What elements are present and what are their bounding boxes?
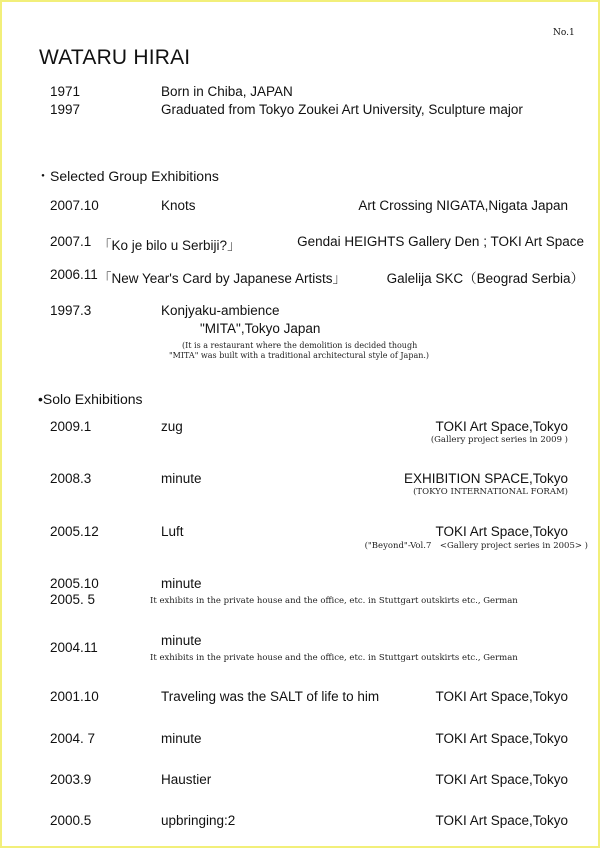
solo-note: ("Beyond"-Vol.7 <Gallery project series in 2005> ) xyxy=(364,541,588,551)
page-number: No.1 xyxy=(553,28,575,38)
solo-venue: TOKI Art Space,Tokyo xyxy=(435,772,568,787)
group-venue: Galelija SKC（Beograd Serbia） xyxy=(386,271,584,286)
solo-title: zug xyxy=(161,419,183,434)
solo-date: 2000.5 xyxy=(50,813,92,828)
solo-venue: TOKI Art Space,Tokyo xyxy=(435,419,568,434)
solo-note: It exhibits in the private house and the office, etc. in Stuttgart outskirts etc., German xyxy=(150,596,518,606)
group-title: Konjyaku-ambience xyxy=(161,303,280,318)
solo-date: 2004.11 xyxy=(50,640,98,655)
solo-note: It exhibits in the private house and the office, etc. in Stuttgart outskirts etc., German xyxy=(150,653,518,663)
group-date: 2007.10 xyxy=(50,198,99,213)
solo-exhibitions-heading: •Solo Exhibitions xyxy=(38,391,143,407)
solo-title: Luft xyxy=(161,524,184,539)
solo-note: (TOKYO INTERNATIONAL FORAM) xyxy=(413,487,568,497)
solo-note: (Gallery project series in 2009 ) xyxy=(430,435,568,445)
group-date: 2007.1 xyxy=(50,234,92,249)
solo-date: 2009.1 xyxy=(50,419,92,434)
solo-title: minute xyxy=(161,471,202,486)
group-venue: "MITA",Tokyo Japan xyxy=(200,321,321,336)
solo-title: upbringing:2 xyxy=(161,813,236,828)
solo-venue: TOKI Art Space,Tokyo xyxy=(435,524,568,539)
group-date: 2006.11 xyxy=(50,267,98,282)
solo-date: 2003.9 xyxy=(50,772,92,787)
artist-name: WATARU HIRAI xyxy=(39,46,191,69)
group-venue: Art Crossing NIGATA,Nigata Japan xyxy=(358,198,568,213)
bio-year: 1971 xyxy=(50,84,81,99)
group-title: 「Ko je bilo u Serbiji?」 xyxy=(98,238,241,253)
group-exhibitions-heading: ・Selected Group Exhibitions xyxy=(36,168,219,184)
group-title: Knots xyxy=(161,198,196,213)
bio-text: Born in Chiba, JAPAN xyxy=(161,84,293,99)
solo-title: minute xyxy=(161,731,202,746)
solo-title: minute xyxy=(161,576,202,591)
solo-date: 2005.12 xyxy=(50,524,99,539)
bio-year: 1997 xyxy=(50,102,81,117)
solo-venue: TOKI Art Space,Tokyo xyxy=(435,813,568,828)
solo-venue: TOKI Art Space,Tokyo xyxy=(435,731,568,746)
solo-title: Traveling was the SALT of life to him xyxy=(161,689,380,704)
group-title: 「New Year's Card by Japanese Artists」 xyxy=(98,271,346,286)
solo-date: 2004. 7 xyxy=(50,731,96,746)
group-venue: Gendai HEIGHTS Gallery Den ; TOKI Art Space xyxy=(297,234,584,249)
solo-date: 2001.10 xyxy=(50,689,99,704)
group-date: 1997.3 xyxy=(50,303,92,318)
group-note: "MITA" was built with a traditional architectural style of Japan.) xyxy=(169,351,430,360)
group-note: (It is a restaurant where the demolition is decided though xyxy=(182,341,418,350)
solo-venue: TOKI Art Space,Tokyo xyxy=(435,689,568,704)
solo-date-secondary: 2005. 5 xyxy=(50,592,96,607)
solo-title: minute xyxy=(161,633,202,648)
bio-text: Graduated from Tokyo Zoukei Art University, Sculpture major xyxy=(161,102,523,117)
solo-title: Haustier xyxy=(161,772,212,787)
solo-date: 2008.3 xyxy=(50,471,92,486)
solo-date: 2005.10 xyxy=(50,576,99,591)
solo-venue: EXHIBITION SPACE,Tokyo xyxy=(403,471,568,486)
